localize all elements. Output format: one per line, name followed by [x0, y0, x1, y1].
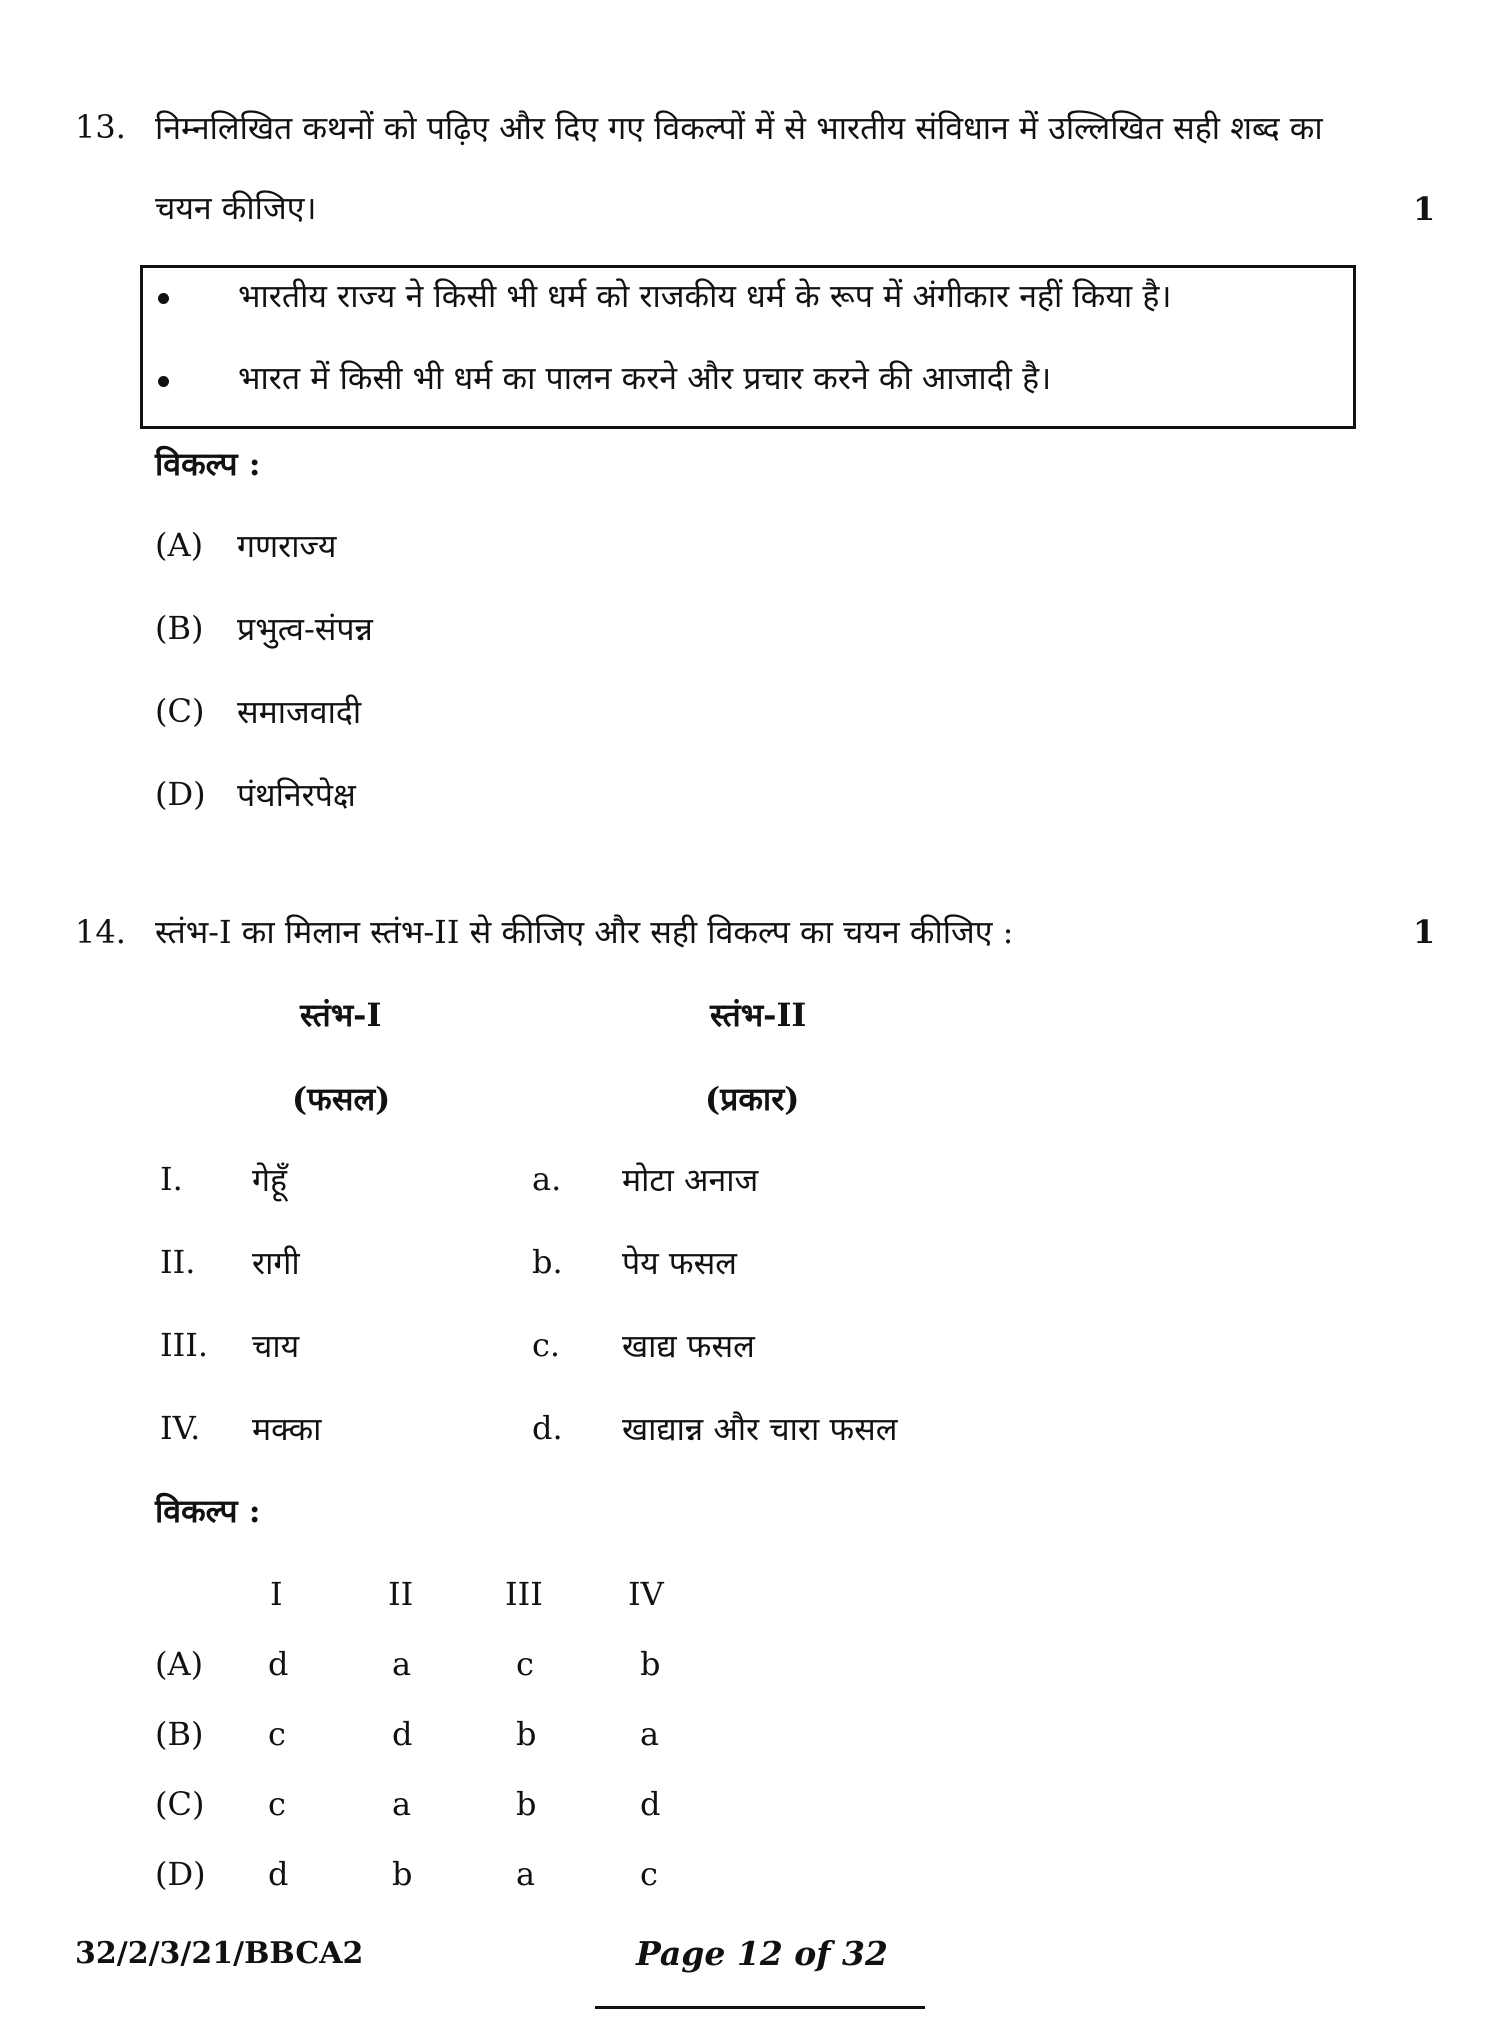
match-row-num: II. — [160, 1243, 196, 1281]
match-row-letter: b. — [532, 1243, 563, 1281]
q13-options-label: विकल्प : — [155, 445, 261, 483]
match-row-type: खाद्यान्न और चारा फसल — [622, 1410, 898, 1448]
q13-statement-1: भारतीय राज्य ने किसी भी धर्म को राजकीय धर्म के रूप में अंगीकार नहीं किया है। — [238, 277, 1172, 315]
grid-header: I — [270, 1575, 283, 1613]
page-number: Page 12 of 32 — [636, 1934, 888, 1973]
grid-cell: a — [516, 1855, 536, 1893]
q13-option-d-key: (D) — [155, 775, 206, 813]
grid-header: II — [388, 1575, 414, 1613]
q13-number: 13. — [75, 108, 126, 146]
grid-option-key: (B) — [155, 1715, 204, 1753]
match-row-letter: d. — [532, 1409, 563, 1447]
bullet-icon — [158, 376, 169, 387]
grid-cell: d — [392, 1715, 413, 1753]
grid-cell: b — [516, 1715, 537, 1753]
grid-cell: b — [640, 1645, 661, 1683]
column-1-title: स्तंभ-I — [300, 996, 382, 1034]
grid-cell: c — [268, 1785, 286, 1823]
q14-marks: 1 — [1413, 913, 1436, 951]
q13-text-line1: निम्नलिखित कथनों को पढ़िए और दिए गए विकल्पों में से भारतीय संविधान में उल्लिखित सही शब्द का — [155, 109, 1323, 147]
grid-cell: c — [640, 1855, 658, 1893]
q13-option-a-key: (A) — [155, 526, 204, 564]
grid-header: III — [505, 1575, 543, 1613]
grid-cell: c — [516, 1645, 534, 1683]
grid-cell: d — [640, 1785, 661, 1823]
column-2-subtitle: (प्रकार) — [705, 1080, 800, 1118]
match-row-crop: मक्का — [252, 1410, 322, 1448]
grid-cell: b — [392, 1855, 413, 1893]
q13-option-b-key: (B) — [155, 609, 204, 647]
match-row-type: पेय फसल — [622, 1244, 737, 1282]
column-1-subtitle: (फसल) — [292, 1080, 391, 1118]
grid-header: IV — [628, 1575, 664, 1613]
q13-option-b-text: प्रभुत्व-संपन्न — [237, 610, 373, 648]
q13-text-line2: चयन कीजिए। — [155, 189, 317, 227]
match-row-letter: c. — [532, 1326, 561, 1364]
grid-option-key: (A) — [155, 1645, 204, 1683]
match-row-type: खाद्य फसल — [622, 1327, 755, 1365]
column-2-title: स्तंभ-II — [710, 996, 807, 1034]
q13-marks: 1 — [1413, 190, 1436, 228]
grid-cell: b — [516, 1785, 537, 1823]
q14-text: स्तंभ-I का मिलान स्तंभ-II से कीजिए और सही विकल्प का चयन कीजिए : — [155, 913, 1014, 951]
grid-option-key: (D) — [155, 1855, 206, 1893]
grid-cell: d — [268, 1855, 289, 1893]
grid-cell: c — [268, 1715, 286, 1753]
q13-option-d-text: पंथनिरपेक्ष — [237, 776, 356, 814]
match-row-num: I. — [160, 1160, 183, 1198]
paper-code: 32/2/3/21/BBCA2 — [75, 1936, 364, 1971]
grid-option-key: (C) — [155, 1785, 205, 1823]
q14-options-label: विकल्प : — [155, 1492, 261, 1530]
grid-cell: a — [640, 1715, 660, 1753]
q13-statement-2: भारत में किसी भी धर्म का पालन करने और प्रचार करने की आजादी है। — [238, 359, 1052, 397]
match-row-crop: रागी — [252, 1244, 300, 1282]
match-row-crop: चाय — [252, 1327, 300, 1365]
match-row-crop: गेहूँ — [252, 1161, 288, 1199]
match-row-num: III. — [160, 1326, 209, 1364]
q13-option-c-key: (C) — [155, 692, 205, 730]
q13-option-c-text: समाजवादी — [237, 693, 362, 731]
q14-number: 14. — [75, 913, 126, 951]
page-number-underline — [595, 2006, 925, 2009]
grid-cell: a — [392, 1785, 412, 1823]
grid-cell: a — [392, 1645, 412, 1683]
match-row-num: IV. — [160, 1409, 201, 1447]
grid-cell: d — [268, 1645, 289, 1683]
q13-option-a-text: गणराज्य — [237, 527, 337, 565]
match-row-type: मोटा अनाज — [622, 1161, 759, 1199]
match-row-letter: a. — [532, 1160, 562, 1198]
bullet-icon — [158, 293, 169, 304]
